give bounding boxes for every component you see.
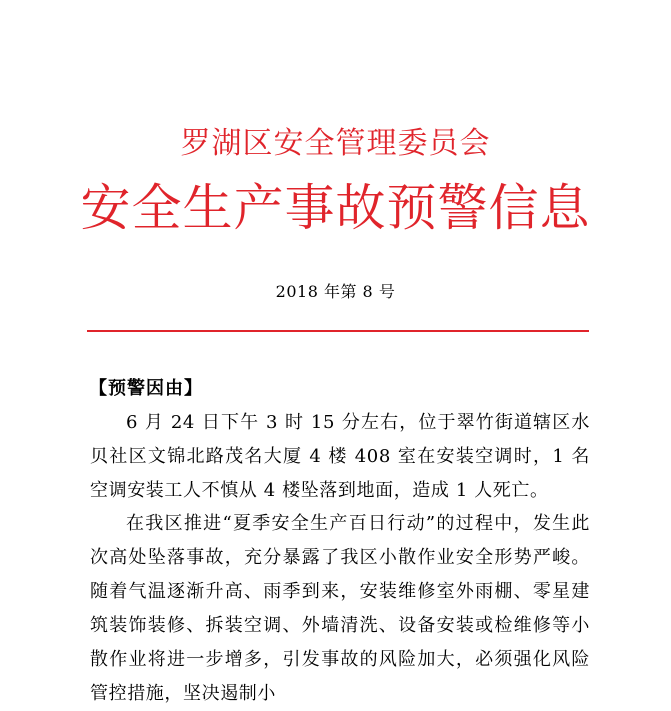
document-title: 安全生产事故预警信息 bbox=[80, 179, 591, 237]
section-heading-warning-reason: 【预警因由】 bbox=[89, 378, 203, 399]
issuing-organization-title: 罗湖区安全管理委员会 bbox=[180, 126, 491, 161]
body-paragraph-incident: 6 月 24 日下午 3 时 15 分左右，位于翠竹街道辖区水贝社区文锦北路茂名大厦 4 楼 408 室在安装空调时，1 名空调安装工人不慎从 4 楼坠落到地面，造成 1 人死亡。 bbox=[90, 412, 590, 501]
body-paragraph-analysis: 在我区推进“夏季安全生产百日行动”的过程中，发生此次高处坠落事故，充分暴露了我区小散作业安全形势严峻。随着气温逐渐升高、雨季到来，安装维修室外雨棚、零星建筑装饰装修、拆装空调、外墙清洗、设备安装或检维修等小散作业将进一步增多，引发事故的风险加大，必须强化风险管控措施，坚决遏制小 bbox=[90, 513, 590, 704]
issue-number: 2018 年第 8 号 bbox=[275, 282, 396, 301]
red-separator-line bbox=[87, 330, 589, 332]
